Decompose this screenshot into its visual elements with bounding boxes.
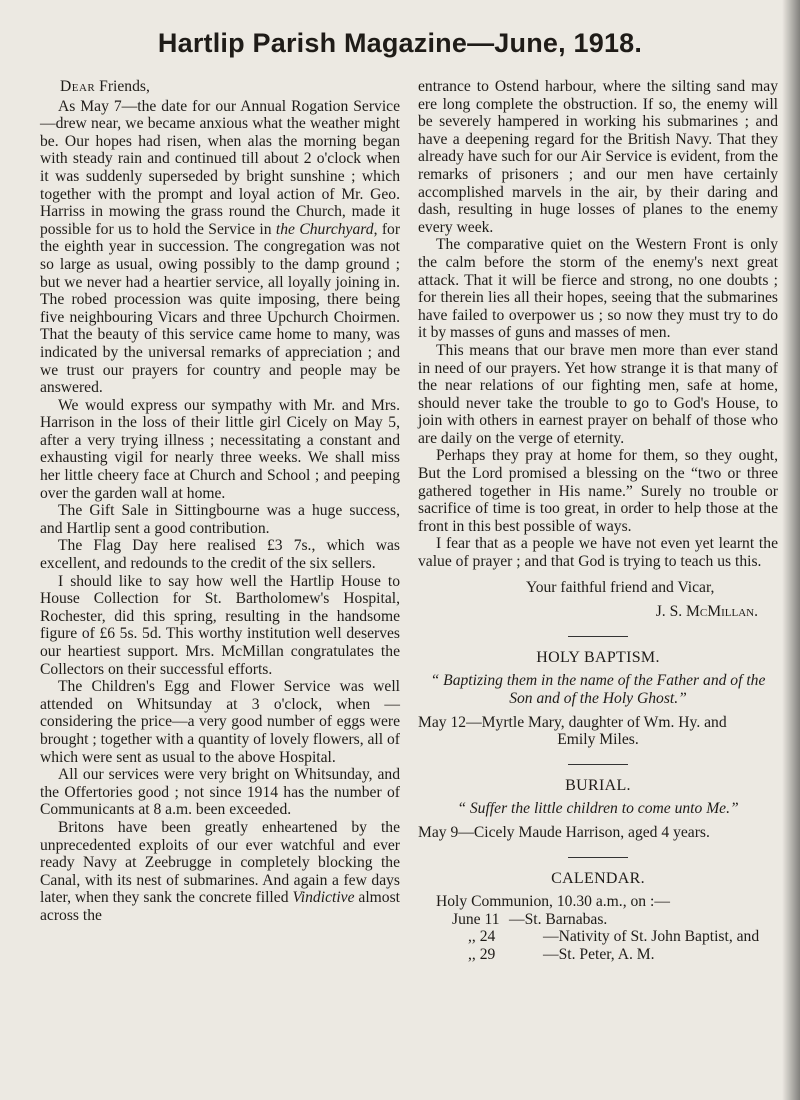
calendar-item	[452, 911, 778, 929]
paragraph-value-of-prayer: I fear that as a people we have not even yet learnt the value of prayer ; and that God is trying to teach us this.	[418, 535, 778, 571]
italic-churchyard: the Churchyard	[275, 220, 374, 238]
calendar-feast: —St. Peter, A. M.	[543, 945, 655, 963]
section-divider	[568, 764, 628, 765]
paragraph-sympathy: We would express our sympathy with Mr. and Mrs. Harrison in the loss of their little girl Cicely on May 5, after a very trying illness ; necessitating a constant and exhausting vigil for nearly three weeks. We shall miss her little cheery face at Church and School ; and peeping over the garden wall at home.	[40, 396, 400, 502]
right-column	[418, 78, 778, 964]
salutation-first: Dear	[60, 78, 96, 95]
section-divider	[568, 857, 628, 858]
calendar-item	[468, 946, 778, 964]
burial-entry: May 9—Cicely Maude Harrison, aged 4 years.	[418, 823, 710, 841]
paragraph-ostend: entrance to Ostend harbour, where the silting sand may ere long complete the obstruction. If so, the enemy will be severely hampered in working his submarines ; and have a deepening regard for the British Navy. That they already have such for our Air Service is evident, from the remarks of prisoners ; and our men have certainly accomplished marvels in the air, by their daring and dash, resulting in huge losses of planes to the enemy every week.	[418, 78, 778, 236]
calendar-item	[468, 928, 778, 946]
calendar-feast: —Nativity of St. John Baptist, and	[543, 928, 760, 946]
paragraph-flag-day: The Flag Day here realised £3 7s., which was excellent, and redounds to the credit of the six sellers.	[40, 537, 400, 573]
salutation	[40, 78, 400, 96]
paragraph-egg-flower: The Children's Egg and Flower Service was well attended on Whitsunday at 3 o'clock, when —considering the price—a very good number of eggs were brought ; together with a quantity of lovely flowers, all of which were sent as usual to the above Hospital.	[40, 678, 400, 766]
letter-signoff: Your faithful friend and Vicar,	[526, 578, 715, 596]
calendar-date: ,, 24	[468, 928, 496, 946]
calendar-intro: Holy Communion, 10.30 a.m., on :—	[436, 893, 670, 911]
calendar-heading: CALENDAR.	[551, 869, 645, 887]
calendar-date: ,, 29	[468, 945, 496, 963]
paragraph-prayers: This means that our brave men more than ever stand in need of our prayers. Yet how strange it is that many of the near relations of our fighting men, safe at home, should never take the trouble to go to God's House, to join with others in earnest prayer on behalf of those who are daily on the verge of eternity.	[418, 341, 778, 447]
left-column	[40, 78, 400, 925]
calendar-feast: —St. Barnabas.	[509, 910, 608, 928]
baptism-quote: “ Baptizing them in the name of the Father and of the Son and of the Holy Ghost.”	[430, 672, 766, 707]
paragraph-western-front: The comparative quiet on the Western Front is only the calm before the storm of the enemy's next great attack. That it will be fierce and strong, no one doubts ; for therein lies all their hopes, seeing that the submarines have failed to overpower us ; so now they must try to do it by masses of guns and masses of men.	[418, 236, 778, 342]
baptism-entry: May 12—Myrtle Mary, daughter of Wm. Hy. and	[418, 713, 727, 731]
calendar-date: June 11	[452, 910, 500, 928]
paragraph-services: All our services were very bright on Whitsunday, and the Offertories good ; not since 1914 has the number of Communicants at 8 a.m. been exceeded.	[40, 766, 400, 819]
baptism-heading: HOLY BAPTISM.	[536, 648, 660, 666]
burial-quote: “ Suffer the little children to come unto Me.”	[457, 800, 739, 818]
paragraph-gift-sale: The Gift Sale in Sittingbourne was a huge success, and Hartlip sent a good contribution.	[40, 502, 400, 537]
letter-signature: J. S. McMillan.	[655, 603, 758, 621]
paragraph-hospital: I should like to say how well the Hartlip House to House Collection for St. Bartholomew's Hospital, Rochester, did this spring, resulting in the handsome figure of £6 5s. 5d. This worthy institution well deserves our heartiest support. Mrs. McMillan congratulates the Collectors on their successful efforts.	[40, 572, 400, 678]
baptism-entry-continued: Emily Miles.	[557, 731, 639, 749]
burial-heading: BURIAL.	[565, 776, 631, 794]
salutation-rest: Friends,	[95, 78, 150, 95]
section-divider	[568, 636, 628, 637]
ship-name: Vindictive	[292, 889, 355, 907]
paragraph-pray-at-home: Perhaps they pray at home for them, so they ought, But the Lord promised a blessing on the “two or three gathered together in His name.” Surely no trouble or sacrifice of time is too great, in order to help those at the front in this best possible of ways.	[418, 447, 778, 535]
page-edge-shadow	[782, 0, 800, 1100]
page-title: Hartlip Parish Magazine—June, 1918.	[157, 28, 643, 58]
paragraph-navy: Britons have been greatly enheartened by the unprecedented exploits of our ever watchful and ever ready Navy at Zeebrugge in completely blocking the Canal, with its nest of submarines. And again a few days later, when they sank the concrete filled Vindictive almost across the	[40, 818, 401, 924]
paragraph-rogation: As May 7—the date for our Annual Rogation Service—drew near, we became anxious what the weather might be. Our hopes had risen, when alas the morning began with steady rain and continued till about 2 o'clock when it was suddenly superseded by bright sunshine ; which together with the prompt and loyal action of Mr. Geo. Harriss in mowing the grass round the Church, made it possible for us to hold the Service in the Churchyard, for the eighth year in succession. The congregation was not so large as usual, owing possibly to the damp ground ; but we never had a heartier service, all loyally joining in. The robed procession was quite imposing, there being five neighbouring Vicars and three Upchurch Choirmen. That the beauty of this service came home to many, was indicated by the universal remarks of appreciation ; and we trust our prayers for country and people may be answered.	[40, 97, 401, 397]
